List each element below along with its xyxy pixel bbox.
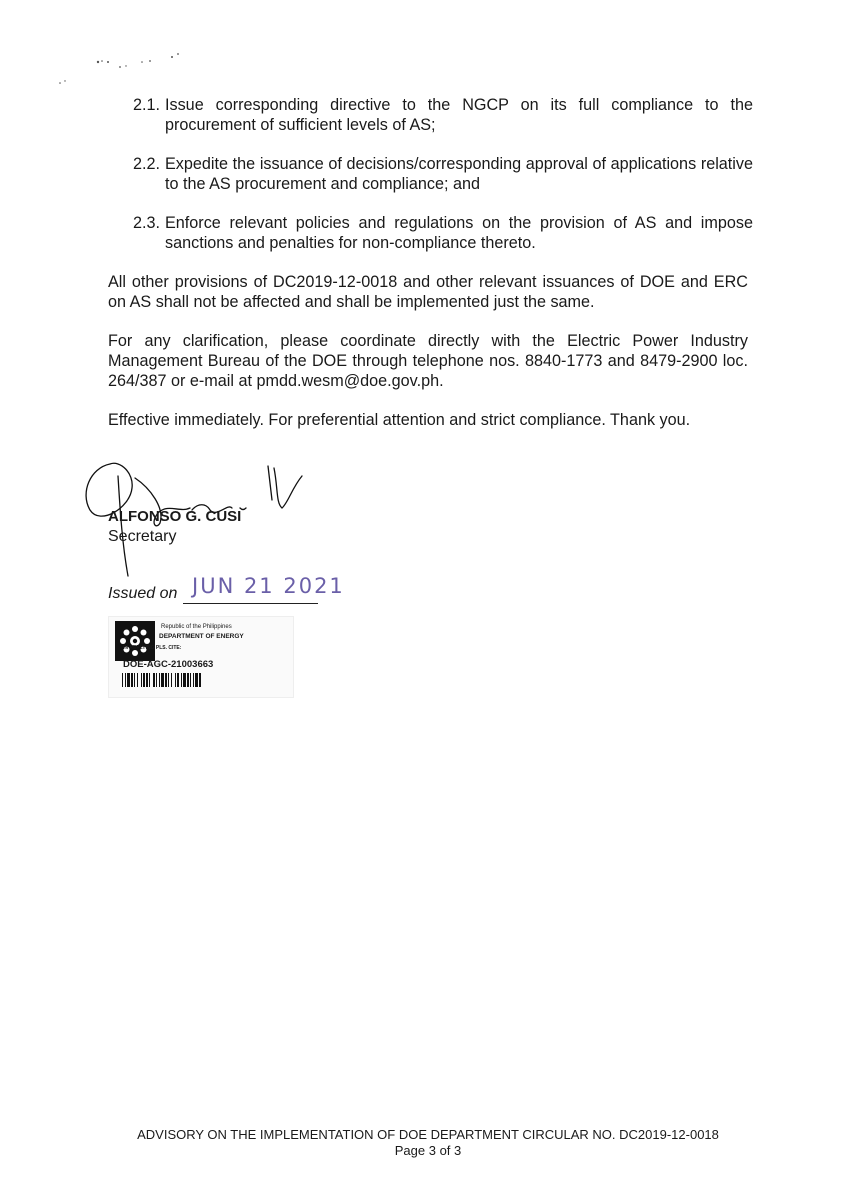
stamp-department-text: DEPARTMENT OF ENERGY — [159, 633, 244, 640]
issued-date-stamp: JUN 21 2021 — [192, 574, 345, 598]
list-item-2-1 — [133, 95, 753, 135]
list-item-2-2 — [133, 154, 753, 194]
page-footer — [0, 1127, 846, 1159]
paragraph-clarification: For any clarification, please coordinate directly with the Electric Power Industry Management Bureau of the DOE through telephone nos. 8840-1773 and 8479-2900 loc. 264/387 or e-mail at pmdd.wesm@doe.gov.ph. — [108, 332, 748, 390]
footer-title: ADVISORY ON THE IMPLEMENTATION OF DOE DEPARTMENT CIRCULAR NO. DC2019-12-0018 — [137, 1127, 719, 1142]
list-number: 2.1. — [133, 96, 161, 114]
signatory-name: ALFONSO G. CUSI — [108, 508, 242, 525]
paragraph-other-provisions: All other provisions of DC2019-12-0018 and other relevant issuances of DOE and ERC on AS shall not be affected and shall be implemented just the same. — [108, 273, 748, 311]
list-number: 2.2. — [133, 155, 161, 173]
list-text: Issue corresponding directive to the NGCP on its full compliance to the procurement of sufficient levels of AS; — [165, 96, 753, 134]
stamp-reference-number: DOE-AGC-21003663 — [123, 659, 214, 670]
stamp-cite-label: IN REPLYING PLS. CITE: — [123, 645, 182, 651]
doe-reference-stamp — [108, 616, 294, 698]
issued-underline — [183, 603, 318, 604]
barcode-icon — [122, 673, 251, 687]
list-item-2-3 — [133, 213, 753, 253]
signatory-title: Secretary — [108, 528, 177, 545]
scan-artifact-marks — [40, 40, 200, 100]
list-text: Expedite the issuance of decisions/corresponding approval of applications relative to the AS procurement and compliance; and — [165, 155, 753, 193]
list-number: 2.3. — [133, 214, 161, 232]
issued-on-label: Issued on — [108, 585, 178, 602]
list-text: Enforce relevant policies and regulations on the provision of AS and impose sanctions and penalties for non-compliance thereto. — [165, 214, 753, 252]
paragraph-effective: Effective immediately. For preferential attention and strict compliance. Thank you. — [108, 411, 691, 429]
doe-seal-icon — [115, 621, 155, 661]
footer-page-number: Page 3 of 3 — [394, 1143, 462, 1158]
stamp-republic-text: Republic of the Philippines — [161, 624, 232, 630]
